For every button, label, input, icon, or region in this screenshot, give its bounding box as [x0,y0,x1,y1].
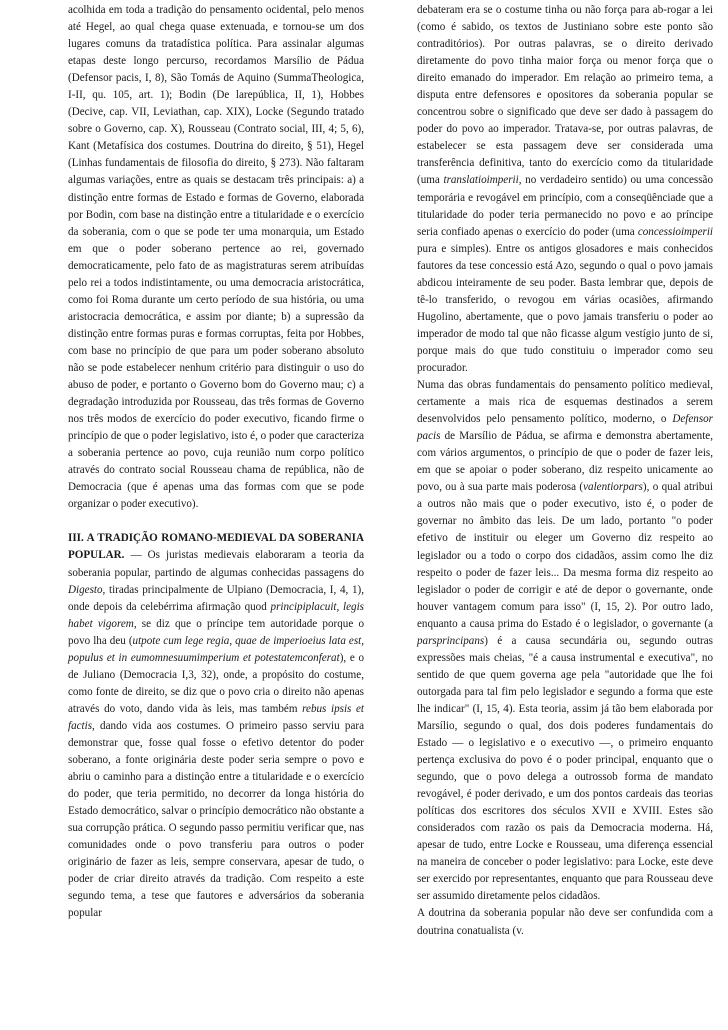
text-run: , no verdadeiro sentido) ou uma concessão temporária e revogável em princípio, com a conseqüênciade que a titularidade do poder teria permanecido no povo e ao príncipe seria confiado apenas o exercício do poder (uma [417,174,713,238]
italic-term-digesto: Digesto [68,583,103,596]
italic-term-valentiorpars: valentiorpars [583,481,643,494]
text-run: Numa das obras fundamentais do pensamento político medieval, certamente a mais rica de esquemas destinados a serem desenvolvidos pelo pensamento político, moderno, o [417,379,713,426]
right-paragraph-3: A doutrina da soberania popular não deve ser confundida com a doutrina conatualista (v. [417,907,713,937]
right-column [417,2,713,940]
text-run: , dando vida aos costumes. O primeiro passo serviu para demonstrar que, fosse qual fosse o efetivo detentor do poder soberano, a fonte originária deste poder seria sempre o povo e abriu o caminho para a distinção entre a titularidade e o exercício do poder, que teria permitido, no decorrer da longa história do Estado democrático, salvar o princípio democrático não obstante a sua corrupção prática. O segundo passo permitiu verificar que, nas comunidades onde o povo transferiu para outros o poder originário de fazer as leis, sempre conservara, apesar de tudo, o poder de criar direito através da tradição. Com respeito a este segundo tema, a tese que fautores e adversários da soberania popular [68,719,364,920]
text-run: ), e o de Juliano (Democracia I,3, 32), onde, a propósito do costume, como fonte de direito, se diz que o povo cria o direito não apenas através do voto, dando vida às leis, mas também [68,651,364,715]
right-paragraph-2 [417,377,713,905]
left-column [68,2,364,922]
right-paragraph-1 [417,2,713,377]
text-run: — Os juristas medievais elaboraram a teoria da soberania popular, partindo de algumas conhecidas passagens do [68,549,364,579]
italic-term-concessio: concessioimperii [637,225,713,238]
latin-quote-1: principiplacuit, legis habet vigorem [68,600,364,630]
text-run: debateram era se o costume tinha ou não força para ab-rogar a lei (como é sabido, os textos de Justiniano sobre este ponto são contraditórios). Por outras palavras, se o direito derivado diretamente do povo tinha maior força ou menor força que o direito emanado do imperador. Em relação ao primeiro tema, a disputa entre defensores e opositores da soberania popular se concentrou sobre o significado que deve ser dado à passagem do poder do povo ao imperador. Tratava-se, por outras palavras, de estabelecer se esta passagem deve ser considerada uma transferência definitiva, tanto do exercício como da titularidade (uma [417,4,713,187]
text-run: pura e simples). Entre os antigos glosadores e mais conhecidos fautores da tese concessio está Azo, segundo o qual o povo jamais abdicou inteiramente de seu poder. Basta lembrar que, depois de tê-lo transferido, o revogou em várias ocasiões, afirmando Hugolino, abertamente, que o povo jamais transferiu o poder ao imperador de modo tal que não ficasse algum vestígio junto de si, porque mais do que tudo constituiu o imperador como seu procurador. [417,242,713,374]
paragraph-gap [68,513,364,530]
left-paragraph-1: acolhida em toda a tradição do pensamento ocidental, pelo menos até Hegel, ao qual chega quase extenuada, e tornou-se um dos lugares comuns da tratadística política. Para assinalar algumas etapas deste longo percurso, recordamos Marsílio de Pádua (Defensor pacis, I, 8), São Tomás de Aquino (SummaTheologica, I-II, qu. 105, art. 1); Bodin (De larepública, II, 1), Hobbes (Decive, cap. VII, Leviathan, cap. XIX), Locke (Segundo tratado sobre o Governo, cap. X), Rousseau (Contrato social, III, 4; 5, 6), Kant (Metafísica dos costumes. Doutrina do direito, § 51), Hegel (Linhas fundamentais de filosofia do direito, § 273). Não faltaram algumas variações, entre as quais se destacam três principais: a) a distinção entre formas de Estado e formas de Governo, elaborada por Bodin, com base na distinção entre a titularidade e o exercício da soberania, com o que se pode ter uma monarquia, um Estado em que o poder soberano pertence ao rei, governado democraticamente, pelo fato de as magistraturas serem atribuídas pelo rei a todos indistintamente, ou uma democracia aristocrática, como foi Roma durante um certo período de sua história, ou uma aristocracia democrática, e assim por diante; b) a supressão da distinção entre formas puras e formas corruptas, feita por Hobbes, com base no princípio de que para um poder soberano absoluto não se pode estabelecer nenhum critério para distinguir o uso do abuso de poder, e portanto o Governo bom do Governo mau; c) a degradação introduzida por Rousseau, das três formas de Governo nos três modos de exercício do poder executivo, ficando firme o princípio de que o poder legislativo, isto é, o poder que caracteriza a soberania pertence ao povo, cuja reunião num corpo político através do contrato social Rousseau chama de república, não de Democracia (que é apenas uma das formas com que se pode organizar o poder executivo). [68,4,364,511]
section-heading: III. A TRADIÇÃO ROMANO-MEDIEVAL DA SOBERANIA POPULAR. [68,532,364,562]
text-run: de Marsílio de Pádua, se afirma e demonstra abertamente, com vários argumentos, o princípio de que o poder de fazer leis, em que se apoiar o poder soberano, diz respeito unicamente ao povo, ou à sua parte mais poderosa ( [417,430,713,494]
italic-term-translatio: translatioimperii [443,174,519,187]
text-run: , se diz que o príncipe tem autoridade porque o povo lha deu ( [68,617,364,647]
italic-term-parsprincipans: parsprincipans [417,634,485,647]
italic-term-defensor-pacis: Defensor pacis [417,413,713,443]
latin-quote-3: rebus ipsis et factis [68,702,365,732]
text-run: ), o qual atribui a outros não mais que o poder executivo, isto é, o poder de governar no âmbito das leis. De um lado, portanto "o poder efetivo de instituir ou eleger um Governo diz respeito ao legislador ou a todo o corpo dos cidadãos, assim como lhe diz respeito o poder de fazer leis... Da mesma forma diz respeito ao legislador o poder de corrigir e até de depor o governante, onde houver vantagem comum para isso" (I, 15, 2). Por outro lado, enquanto a causa prima do Estado é o legislador, o governante (a [417,481,713,630]
text-run: , tiradas principalmente de Ulpiano (Democracia, I, 4, 1), onde depois da celebérrima afirmação quod [68,583,364,613]
latin-quote-2: utpote cum lege regia, quae de imperioeius lata est, populus et in eumomnesuumimperium et potestatemconferat [68,634,364,664]
text-run: ) é a causa secundária ou, segundo outras expressões mais cheias, "é a causa instrumental e executiva", no sentido de que quem governa age pela "autoridade que lhe foi outorgada para tal fim pelo legislador e segundo a forma que este lhe indicar" (I, 15, 4). Esta teoria, assim já tão bem elaborada por Marsílio, segundo o qual, dos dois poderes fundamentais do Estado — o legislativo e o executivo —, o primeiro enquanto pertença exclusiva do povo é o poder principal, enquanto que o segundo, que o povo delega a outrossob forma de mandato revogável, é poder derivado, e um dos pontos cardeais das teorias políticas dos escritores dos séculos XVII e XVIII. Estes são considerados com razão os pais da Democracia moderna. Há, apesar de tudo, entre Locke e Rousseau, uma diferença essencial na maneira de conceber o poder legislativo: para Locke, este deve ser exercido por representantes, enquanto que para Rousseau deve ser assumido diretamente pelos cidadãos. [417,634,713,903]
